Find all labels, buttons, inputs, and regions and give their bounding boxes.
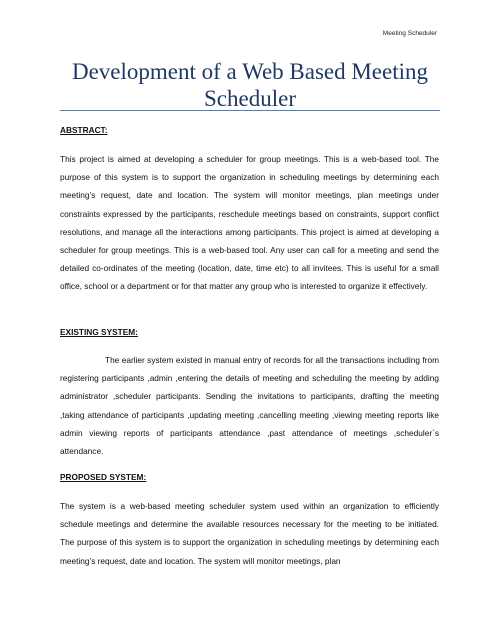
section-heading-abstract: ABSTRACT: (60, 125, 108, 135)
section-body-abstract: This project is aimed at developing a scheduler for group meetings. This is a web-based tool. The purpose of this system is to support the organization in scheduling meetings by determining each meeting’s request, date and location. The system will monitor meetings, plan meetings under constraints expressed by the participants, reschedule meetings based on constraints, support conflict resolutions, and manage all the interactions among participants. This project is aimed at developing a scheduler for group meetings. This is a web-based tool. Any user can call for a meeting and send the detailed co-ordinates of the meeting (location, date, time etc) to all invitees. This is useful for a small office, school or a department or for that matter any group who is interested to organize it effectively. (60, 154, 439, 292)
title-divider (60, 110, 440, 111)
document-title: Development of a Web Based Meeting Scheduler (71, 59, 429, 111)
section-heading-existing-system: EXISTING SYSTEM: (60, 327, 138, 337)
section-heading-proposed-system: PROPOSED SYSTEM: (60, 472, 147, 482)
running-header: Meeting Scheduler (382, 30, 437, 37)
section-body-proposed-system: The system is a web-based meeting scheduler system used within an organization to efficiently schedule meetings and determine the available resources necessary for the meeting to be initiated. The purpose of this system is to support the organization in scheduling meetings by determining each meeting’s request, date and location. The system will monitor meetings, plan (60, 501, 439, 566)
section-body-existing-system: The earlier system existed in manual entry of records for all the transactions including from registering participants ,admin ,entering the details of meeting and scheduling the meeting by adding administrator ,scheduler participants. Sending the invitations to participants, drafting the meeting ,taking attendance of participants ,updating meeting ,cancelling meeting ,viewing meeting reports like admin viewing reports of participants attendance ,past attendance of meetings ,scheduler`s attendance. (60, 355, 439, 457)
